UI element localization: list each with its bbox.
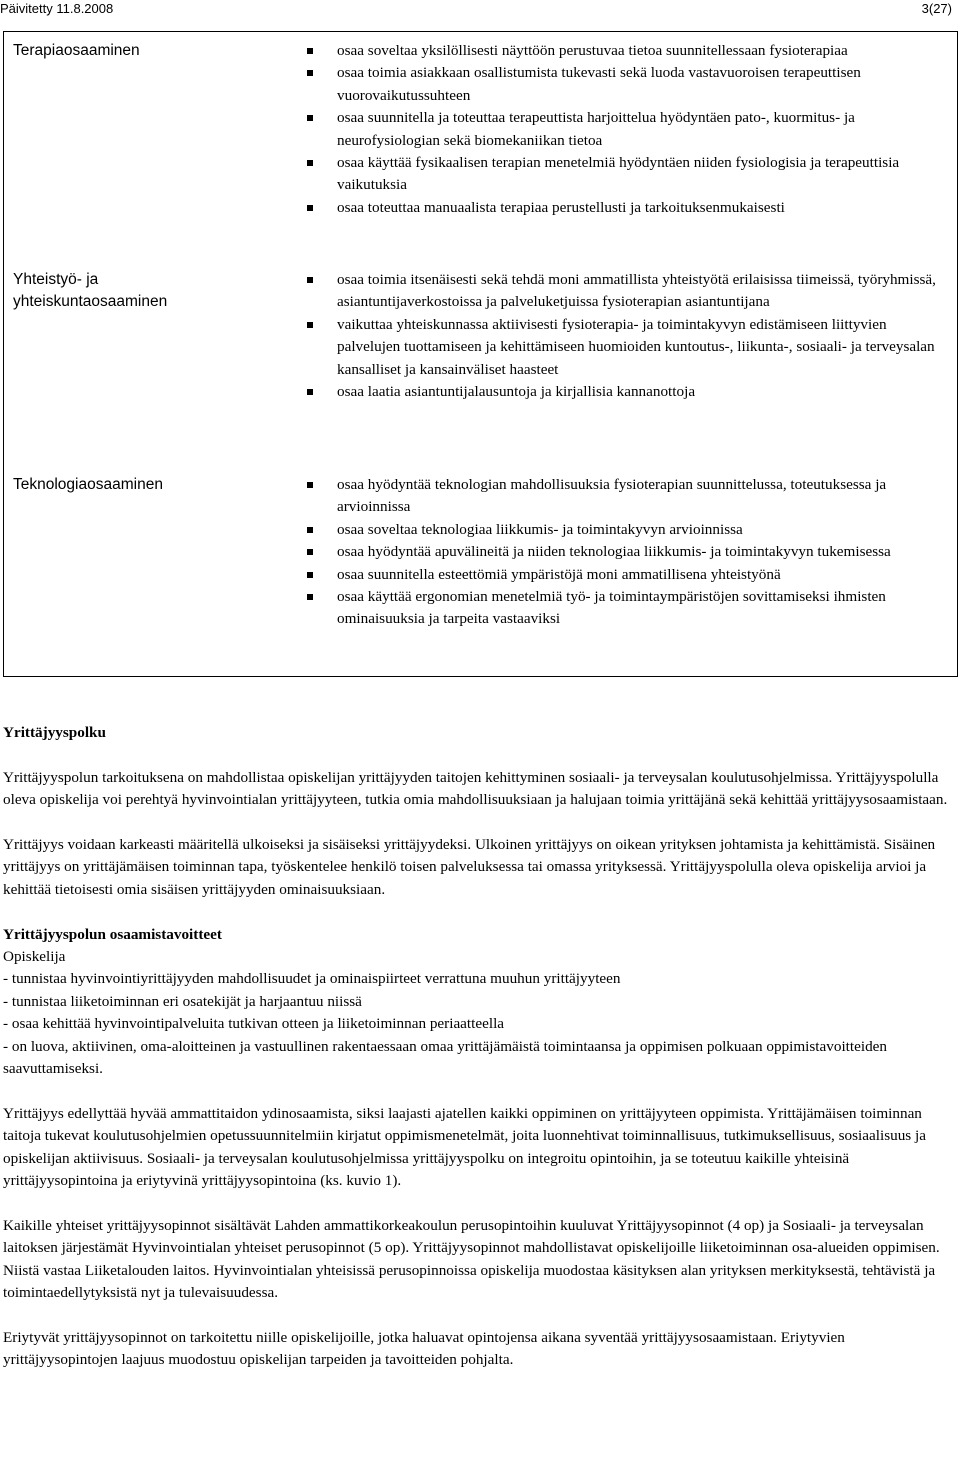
list-item: osaa soveltaa teknologiaa liikkumis- ja toimintakyvyn arvioinnissa	[301, 519, 951, 541]
goals-heading: Yrittäjyyspolun osaamistavoitteet	[3, 925, 222, 943]
list-item: osaa hyödyntää teknologian mahdollisuuksia fysioterapian suunnittelussa, toteutuksessa ja arvioinnissa	[301, 474, 951, 519]
page-number: 3(27)	[921, 1, 952, 16]
bullet-list	[301, 269, 951, 403]
list-item: osaa hyödyntää apuvälineitä ja niiden teknologiaa liikkumis- ja toimintakyvyn tukemisessa	[301, 541, 951, 563]
list-item: osaa laatia asiantuntijalausuntoja ja kirjallisia kannanottoja	[301, 381, 951, 403]
paragraph: Yrittäjyyspolun tarkoituksena on mahdollistaa opiskelijan yrittäjyyden taitojen kehittyminen sosiaali- ja terveysalan koulutusohjelmissa. Yrittäjyyspolulla oleva opiskelija voi perehtyä hyvinvointialan yrittäjyyteen, tutkia omia mahdollisuuksiaan ja halujaan toimia yrittäjänä sekä kehittää yrittäjyysosaamistaan.	[3, 768, 948, 809]
goal-item: - tunnistaa hyvinvointiyrittäjyyden mahdollisuudet ja ominaispiirteet verrattuna muuhun yrittäjyyteen	[3, 970, 621, 988]
page-header	[0, 0, 960, 18]
list-item: osaa suunnitella ja toteuttaa terapeuttista harjoittelua hyödyntäen pato-, kuormitus- ja neurofysiologian sekä biomekaniikan tietoa	[301, 107, 951, 152]
row-label: Teknologiaosaaminen	[13, 476, 163, 493]
list-item: osaa toteuttaa manuaalista terapiaa perustellusti ja tarkoituksenmukaisesti	[301, 197, 951, 219]
bullet-list	[301, 474, 951, 631]
row-label: Terapiaosaaminen	[13, 42, 140, 59]
goal-item: - tunnistaa liiketoiminnan eri osatekijät ja harjaantuu niissä	[3, 992, 362, 1010]
list-item: osaa toimia asiakkaan osallistumista tukevasti sekä luoda vastavuoroisen terapeuttisen vuorovaikutussuhteen	[301, 62, 951, 107]
goal-item: - on luova, aktiivinen, oma-aloitteinen ja vastuullinen rakentaessaan omaa yrittäjämäistä toimintaansa ja oppimisen polkuaan oppimistavoitteiden saavuttamiseksi.	[3, 1037, 888, 1078]
list-item: osaa käyttää ergonomian menetelmiä työ- ja toimintaympäristöjen sovittamiseksi ihmisten ominaisuuksia ja tarpeita vastaaviksi	[301, 586, 951, 631]
section-heading: Yrittäjyyspolku	[3, 724, 106, 741]
competence-table	[3, 31, 958, 677]
list-item: osaa käyttää fysikaalisen terapian menetelmiä hyödyntäen niiden fysiologisia ja terapeuttisia vaikutuksia	[301, 152, 951, 197]
updated-date: Päivitetty 11.8.2008	[0, 1, 114, 16]
list-item: osaa soveltaa yksilöllisesti näyttöön perustuvaa tietoa suunnitellessaan fysioterapiaa	[301, 40, 951, 62]
goals-subheading: Opiskelija	[3, 948, 66, 966]
list-item: osaa suunnitella esteettömiä ympäristöjä moni ammatillisena yhteistyönä	[301, 564, 951, 586]
paragraph: Eriytyvät yrittäjyysopinnot on tarkoitettu niille opiskelijoille, jotka haluavat opintojensa aikana syventää yrittäjyysosaamistaan. Eriytyvien yrittäjyysopintojen laajuus muodostuu opiskelijan tarpeiden ja tavoitteiden pohjalta.	[3, 1328, 845, 1369]
list-item: vaikuttaa yhteiskunnassa aktiivisesti fysioterapia- ja toimintakyvyn edistämiseen liittyvien palvelujen tuottamiseen ja kehittämiseen huomioiden kuntoutus-, liikunta-, sosiaali- ja terveysalan kansalliset ja kansainväliset haasteet	[301, 314, 951, 381]
list-item: osaa toimia itsenäisesti sekä tehdä moni ammatillista yhteistyötä erilaisissa tiimeissä, työryhmissä, asiantuntijaverkostoissa ja palveluketjuissa fysioterapian asiantuntijana	[301, 269, 951, 314]
paragraph: Yrittäjyys voidaan karkeasti määritellä ulkoiseksi ja sisäiseksi yrittäjyydeksi. Ulkoinen yrittäjyys on oikean yrityksen johtamista ja kehittämistä. Sisäinen yrittäjyys on yrittäjämäisen toiminnan tapa, työskentelee henkilö toisen palveluksessa tai omassa yrityksessä. Yrittäjyyspolulla oleva opiskelija arvioi ja kehittää tietoisesti omia sisäisen yrittäjyyden ominaisuuksiaan.	[3, 836, 936, 898]
bullet-list	[301, 40, 951, 219]
paragraph: Yrittäjyys edellyttää hyvää ammattitaidon ydinosaamista, siksi laajasti ajatellen kaikki oppiminen on yrittäjyyteen oppimista. Yrittäjämäisen toiminnan taitoja tukevat koulutusohjelmien opetussuunnitelmiin kirjatut oppimismenetelmät, joita luonnehtivat toiminnallisuus, tutkimuksellisuus, sosiaalisuus ja opiskelijan aktiivisuus. Sosiaali- ja terveysalan koulutusohjelmissa yrittäjyyspolku on integroitu opintoihin, ja se toteutuu kaikille yhteisinä yrittäjyysopintoina ja eriytyvinä yrittäjyysopintoina (ks. kuvio 1).	[3, 1104, 926, 1190]
goal-item: - osaa kehittää hyvinvointipalveluita tutkivan otteen ja liiketoiminnan periaatteella	[3, 1015, 505, 1033]
document-body	[3, 722, 953, 1394]
row-label: Yhteistyö- ja yhteiskuntaosaaminen	[13, 271, 168, 311]
paragraph: Kaikille yhteiset yrittäjyysopinnot sisältävät Lahden ammattikorkeakoulun perusopintoihin kuuluvat Yrittäjyysopinnot (4 op) ja Sosiaali- ja terveysalan laitoksen järjestämät Hyvinvointialan yhteiset perusopinnot (5 op). Yrittäjyysopinnot mahdollistavat opiskelijoille liiketoiminnan osa-alueiden oppimisen. Niistä vastaa Liiketalouden laitos. Hyvinvointialan yhteisissä perusopinnoissa opiskelija muodostaa käsityksen alan yrityksen merkityksestä, tehtävistä ja toimintaedellytyksistä nyt ja tulevaisuudessa.	[3, 1216, 940, 1302]
